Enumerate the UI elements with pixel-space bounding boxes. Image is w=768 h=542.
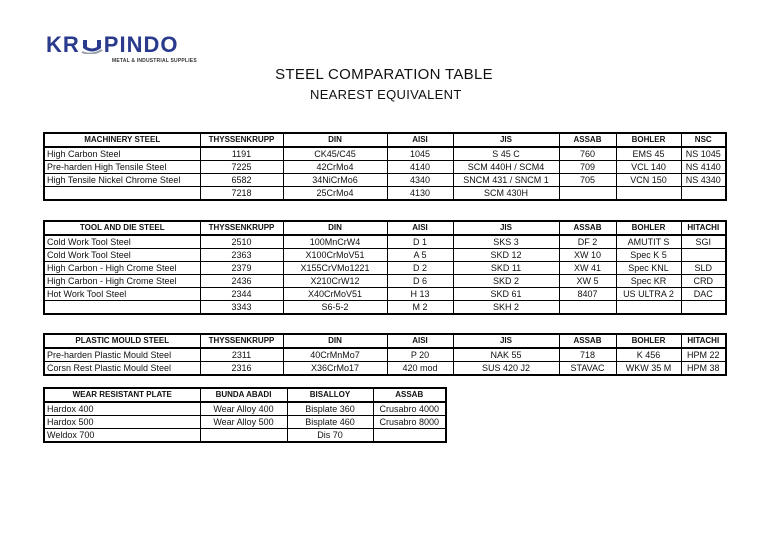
equivalent-cell: XW 41: [559, 262, 616, 275]
equivalent-cell: 42CrMo4: [283, 161, 387, 174]
column-header: JIS: [453, 334, 559, 348]
equivalent-cell: X100CrMoV51: [283, 249, 387, 262]
equivalent-cell: Crusabro 4000: [373, 402, 446, 416]
equivalent-cell: X36CrMo17: [283, 362, 387, 376]
equivalent-cell: X40CrMoV51: [283, 288, 387, 301]
equivalent-cell: SCM 440H / SCM4: [453, 161, 559, 174]
equivalent-cell: 4140: [387, 161, 453, 174]
plastic-mould-steel-table: [43, 333, 727, 376]
column-header: BOHLER: [616, 221, 681, 235]
column-header: BOHLER: [616, 334, 681, 348]
equivalent-cell: AMUTIT S: [616, 235, 681, 249]
equivalent-cell: Wear Alloy 500: [200, 416, 287, 429]
equivalent-cell: 6582: [200, 174, 283, 187]
equivalent-cell: SUS 420 J2: [453, 362, 559, 376]
column-header: JIS: [453, 221, 559, 235]
equivalent-cell: 3343: [200, 301, 283, 315]
equivalent-cell: D 6: [387, 275, 453, 288]
equivalent-cell: [681, 187, 726, 201]
logo-swoosh-icon: [81, 36, 103, 54]
table-row: [44, 402, 446, 416]
equivalent-cell: DAC: [681, 288, 726, 301]
equivalent-cell: P 20: [387, 348, 453, 362]
steel-grade-cell: [44, 301, 200, 315]
logo-text-right: PINDO: [103, 32, 179, 57]
column-header: AISI: [387, 221, 453, 235]
steel-grade-cell: Hardox 400: [44, 402, 200, 416]
equivalent-cell: SKH 2: [453, 301, 559, 315]
equivalent-cell: [559, 301, 616, 315]
equivalent-cell: NS 4340: [681, 174, 726, 187]
steel-grade-cell: Hardox 500: [44, 416, 200, 429]
equivalent-cell: 1191: [200, 147, 283, 161]
equivalent-cell: CRD: [681, 275, 726, 288]
steel-grade-cell: Pre-harden Plastic Mould Steel: [44, 348, 200, 362]
company-logo: [46, 34, 206, 70]
equivalent-cell: Bisplate 360: [287, 402, 373, 416]
column-header: NSC: [681, 133, 726, 147]
table-header-row: [44, 334, 726, 348]
equivalent-cell: 2316: [200, 362, 283, 376]
equivalent-cell: K 456: [616, 348, 681, 362]
equivalent-cell: 100MnCrW4: [283, 235, 387, 249]
steel-grade-cell: High Tensile Nickel Chrome Steel: [44, 174, 200, 187]
equivalent-cell: SCM 430H: [453, 187, 559, 201]
column-header: PLASTIC MOULD STEEL: [44, 334, 200, 348]
equivalent-cell: X210CrW12: [283, 275, 387, 288]
equivalent-cell: 25CrMo4: [283, 187, 387, 201]
equivalent-cell: Spec K 5: [616, 249, 681, 262]
column-header: MACHINERY STEEL: [44, 133, 200, 147]
column-header: HITACHI: [681, 334, 726, 348]
table-row: [44, 362, 726, 376]
equivalent-cell: EMS 45: [616, 147, 681, 161]
steel-grade-cell: High Carbon - High Crome Steel: [44, 275, 200, 288]
steel-grade-cell: [44, 187, 200, 201]
table-row: [44, 249, 726, 262]
table-header-row: [44, 221, 726, 235]
equivalent-cell: 7218: [200, 187, 283, 201]
column-header: THYSSENKRUPP: [200, 334, 283, 348]
equivalent-cell: [616, 187, 681, 201]
equivalent-cell: SKD 12: [453, 249, 559, 262]
equivalent-cell: 709: [559, 161, 616, 174]
table-row: [44, 235, 726, 249]
steel-grade-cell: Hot Work Tool Steel: [44, 288, 200, 301]
column-header: TOOL AND DIE STEEL: [44, 221, 200, 235]
equivalent-cell: [681, 249, 726, 262]
equivalent-cell: US ULTRA 2: [616, 288, 681, 301]
column-header: THYSSENKRUPP: [200, 133, 283, 147]
equivalent-cell: SGI: [681, 235, 726, 249]
page-title: STEEL COMPARATION TABLE: [275, 66, 493, 83]
table-row: [44, 187, 726, 201]
equivalent-cell: 2436: [200, 275, 283, 288]
equivalent-cell: [559, 187, 616, 201]
equivalent-cell: 705: [559, 174, 616, 187]
column-header: WEAR RESISTANT PLATE: [44, 388, 200, 402]
equivalent-cell: [681, 301, 726, 315]
equivalent-cell: XW 10: [559, 249, 616, 262]
machinery-steel-table: [43, 132, 727, 201]
steel-grade-cell: High Carbon Steel: [44, 147, 200, 161]
table-header-row: [44, 133, 726, 147]
equivalent-cell: VCL 140: [616, 161, 681, 174]
equivalent-cell: WKW 35 M: [616, 362, 681, 376]
table-row: [44, 147, 726, 161]
column-header: BISALLOY: [287, 388, 373, 402]
equivalent-cell: Spec KNL: [616, 262, 681, 275]
equivalent-cell: SKD 2: [453, 275, 559, 288]
table-row: [44, 301, 726, 315]
column-header: ASSAB: [373, 388, 446, 402]
table-row: [44, 174, 726, 187]
equivalent-cell: 760: [559, 147, 616, 161]
equivalent-cell: S6-5-2: [283, 301, 387, 315]
equivalent-cell: Spec KR: [616, 275, 681, 288]
steel-grade-cell: Weldox 700: [44, 429, 200, 443]
equivalent-cell: 420 mod: [387, 362, 453, 376]
column-header: BOHLER: [616, 133, 681, 147]
column-header: ASSAB: [559, 221, 616, 235]
equivalent-cell: 4130: [387, 187, 453, 201]
table-row: [44, 262, 726, 275]
equivalent-cell: 2344: [200, 288, 283, 301]
steel-grade-cell: Cold Work Tool Steel: [44, 249, 200, 262]
equivalent-cell: 2311: [200, 348, 283, 362]
equivalent-cell: 34NiCrMo6: [283, 174, 387, 187]
equivalent-cell: 1045: [387, 147, 453, 161]
column-header: ASSAB: [559, 133, 616, 147]
equivalent-cell: H 13: [387, 288, 453, 301]
steel-grade-cell: Cold Work Tool Steel: [44, 235, 200, 249]
equivalent-cell: NAK 55: [453, 348, 559, 362]
column-header: JIS: [453, 133, 559, 147]
equivalent-cell: CK45/C45: [283, 147, 387, 161]
column-header: BUNDA ABADI: [200, 388, 287, 402]
equivalent-cell: SNCM 431 / SNCM 1: [453, 174, 559, 187]
equivalent-cell: SKD 61: [453, 288, 559, 301]
steel-grade-cell: High Carbon - High Crome Steel: [44, 262, 200, 275]
page-subtitle: NEAREST EQUIVALENT: [310, 87, 462, 102]
equivalent-cell: NS 4140: [681, 161, 726, 174]
equivalent-cell: 40CrMnMo7: [283, 348, 387, 362]
table-row: [44, 161, 726, 174]
table-row: [44, 288, 726, 301]
column-header: DIN: [283, 334, 387, 348]
table-row: [44, 429, 446, 443]
table-row: [44, 348, 726, 362]
table-row: [44, 416, 446, 429]
equivalent-cell: Dis 70: [287, 429, 373, 443]
table-row: [44, 275, 726, 288]
logo-tagline: METAL & INDUSTRIAL SUPPLIES: [112, 58, 197, 64]
equivalent-cell: 8407: [559, 288, 616, 301]
equivalent-cell: [200, 429, 287, 443]
equivalent-cell: HPM 38: [681, 362, 726, 376]
equivalent-cell: 4340: [387, 174, 453, 187]
equivalent-cell: XW 5: [559, 275, 616, 288]
equivalent-cell: [616, 301, 681, 315]
logo-text-left: KR: [46, 32, 80, 57]
column-header: HITACHI: [681, 221, 726, 235]
equivalent-cell: 2379: [200, 262, 283, 275]
equivalent-cell: 7225: [200, 161, 283, 174]
equivalent-cell: 718: [559, 348, 616, 362]
equivalent-cell: NS 1045: [681, 147, 726, 161]
equivalent-cell: S 45 C: [453, 147, 559, 161]
equivalent-cell: [373, 429, 446, 443]
equivalent-cell: D 2: [387, 262, 453, 275]
equivalent-cell: SKS 3: [453, 235, 559, 249]
column-header: AISI: [387, 334, 453, 348]
tool-and-die-steel-table: [43, 220, 727, 315]
steel-grade-cell: Corsn Rest Plastic Mould Steel: [44, 362, 200, 376]
column-header: THYSSENKRUPP: [200, 221, 283, 235]
equivalent-cell: A 5: [387, 249, 453, 262]
equivalent-cell: HPM 22: [681, 348, 726, 362]
table-header-row: [44, 388, 446, 402]
equivalent-cell: D 1: [387, 235, 453, 249]
equivalent-cell: VCN 150: [616, 174, 681, 187]
column-header: DIN: [283, 221, 387, 235]
column-header: AISI: [387, 133, 453, 147]
equivalent-cell: SKD 11: [453, 262, 559, 275]
equivalent-cell: Wear Alloy 400: [200, 402, 287, 416]
equivalent-cell: SLD: [681, 262, 726, 275]
equivalent-cell: DF 2: [559, 235, 616, 249]
equivalent-cell: Crusabro 8000: [373, 416, 446, 429]
equivalent-cell: X155CrVMo1221: [283, 262, 387, 275]
equivalent-cell: STAVAC: [559, 362, 616, 376]
equivalent-cell: Bisplate 460: [287, 416, 373, 429]
equivalent-cell: 2363: [200, 249, 283, 262]
logo-wordmark: [46, 34, 206, 56]
column-header: DIN: [283, 133, 387, 147]
wear-resistant-plate-table: [43, 387, 447, 443]
column-header: ASSAB: [559, 334, 616, 348]
equivalent-cell: 2510: [200, 235, 283, 249]
steel-grade-cell: Pre-harden High Tensile Steel: [44, 161, 200, 174]
equivalent-cell: M 2: [387, 301, 453, 315]
